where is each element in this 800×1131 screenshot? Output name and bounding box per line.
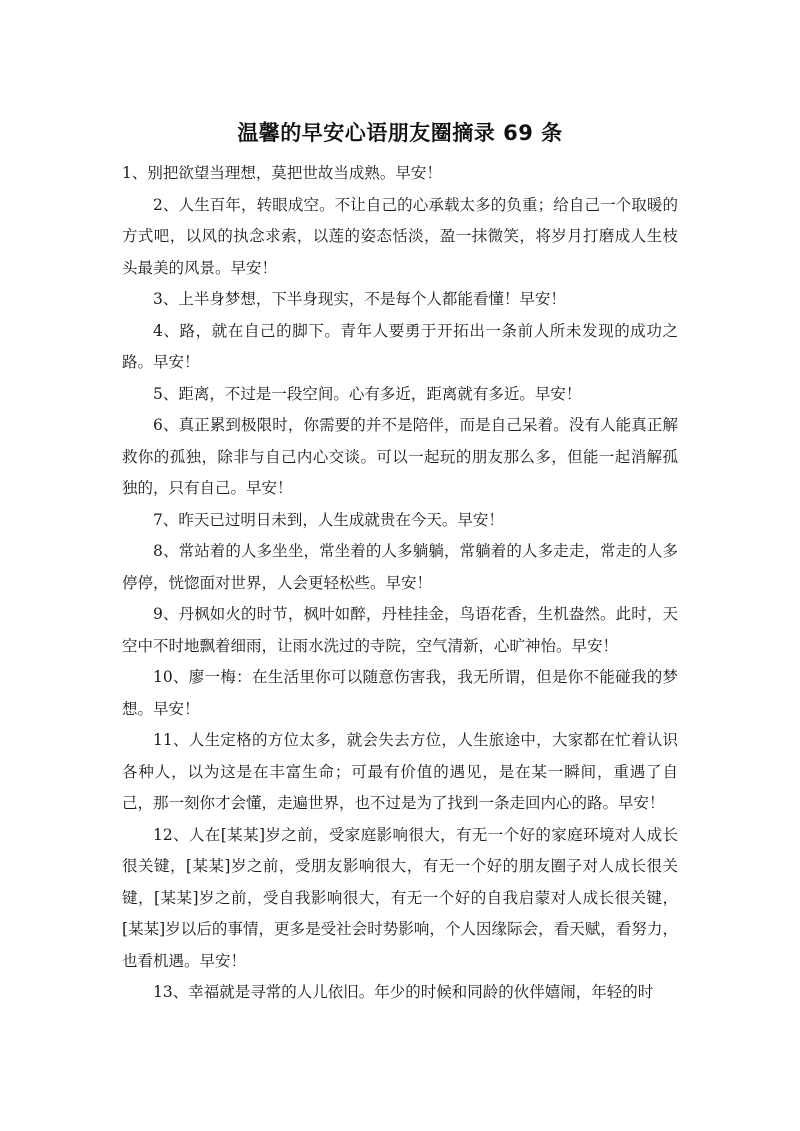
paragraph-12: 12、人在[某某]岁之前，受家庭影响很大，有无一个好的家庭环境对人成长很关键，[某某]岁之前，受朋友影响很大，有无一个好的朋友圈子对人成长很关键，[某某]岁之前，受自我影响很大，有无一个好的自我启蒙对人成长很关键，[某某]岁以后的事情，更多是受社会时势影响，个人因缘际会，看天赋，看努力，也看机遇。早安！ bbox=[122, 825, 678, 970]
page-title: 温馨的早安心语朋友圈摘录 69 条 bbox=[237, 121, 563, 145]
paragraph-13: 13、幸福就是寻常的人儿依旧。年少的时候和同龄的伙伴嬉闹，年轻的时 bbox=[153, 983, 654, 1001]
paragraph-7: 7、昨天已过明日未到，人生成就贵在今天。早安！ bbox=[153, 510, 504, 529]
paragraph-3: 3、上半身梦想，下半身现实，不是每个人都能看懂！早安！ bbox=[153, 290, 566, 308]
document-body bbox=[122, 158, 678, 1009]
paragraph-2: 2、人生百年，转眼成空。不让自己的心承载太多的负重；给自己一个取暖的方式吧，以风的执念求索，以莲的姿态恬淡，盈一抹微笑，将岁月打磨成人生枝头最美的风景。早安！ bbox=[122, 195, 678, 277]
paragraph-11: 11、人生定格的方位太多，就会失去方位，人生旅途中，大家都在忙着认识各种人，以为这是在丰富生命；可最有价值的遇见，是在某一瞬间，重遇了自己，那一刻你才会懂，走遍世界，也不过是为了找到一条走回内心的路。早安！ bbox=[122, 731, 678, 812]
paragraph-5: 5、距离，不过是一段空间。心有多近，距离就有多近。早安！ bbox=[153, 384, 582, 403]
paragraph-1: 1、别把欲望当理想，莫把世故当成熟。早安！ bbox=[122, 164, 442, 182]
paragraph-10: 10、廖一梅：在生活里你可以随意伤害我，我无所谓，但是你不能碰我的梦想。早安！ bbox=[122, 668, 678, 718]
paragraph-4: 4、路，就在自己的脚下。青年人要勇于开拓出一条前人所未发现的成功之路。早安！ bbox=[122, 321, 678, 371]
paragraph-8: 8、常站着的人多坐坐，常坐着的人多躺躺，常躺着的人多走走，常走的人多停停，恍惚面对世界，人会更轻松些。早安！ bbox=[122, 542, 678, 592]
paragraph-6: 6、真正累到极限时，你需要的并不是陪伴，而是自己呆着。没有人能真正解救你的孤独，除非与自己内心交谈。可以一起玩的朋友那么多，但能一起消解孤独的，只有自己。早安！ bbox=[122, 416, 678, 497]
paragraph-9: 9、丹枫如火的时节，枫叶如醉，丹桂挂金，鸟语花香，生机盎然。此时，天空中不时地飘着细雨，让雨水洗过的寺院，空气清新，心旷神怡。早安！ bbox=[122, 605, 678, 655]
